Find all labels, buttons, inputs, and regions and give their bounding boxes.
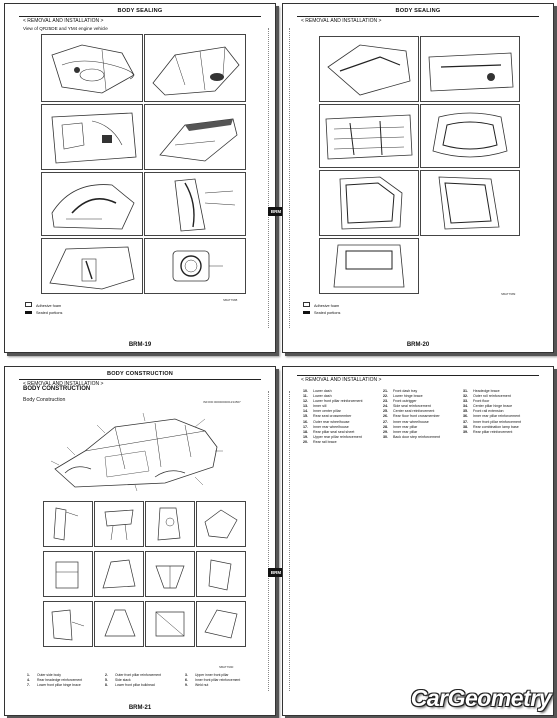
part-number: 13.: [303, 404, 308, 409]
part-label: Lower dash: [313, 389, 332, 393]
part-label: Inner sill: [313, 404, 327, 409]
sealer-swatch-icon: [303, 311, 310, 314]
notes-col-1: [27, 673, 91, 688]
figure-cell-a: [319, 36, 419, 102]
section-detail-icon: [146, 552, 194, 596]
note-label: Lower front pillar hinge brace: [37, 683, 81, 687]
floor-panel-illustration: [42, 105, 142, 169]
part-number: 24.: [383, 404, 388, 409]
part-label: Outer roll reinforcement: [473, 394, 511, 399]
figure-cell-b: [420, 36, 520, 102]
part-number: 28.: [383, 424, 388, 429]
part-number: 19.: [303, 434, 308, 439]
part-number: 23.: [383, 399, 388, 404]
figure-cell-e: [319, 170, 419, 236]
part-label: Rear pillar seal seal sheet: [313, 429, 355, 434]
part-label: Lower dash: [313, 394, 332, 399]
part-number: 31.: [463, 389, 468, 393]
page-edge-marks: [289, 28, 292, 328]
engine-bay-illustration: [42, 35, 142, 101]
legend-item: [25, 302, 62, 308]
wheelhouse-illustration: [42, 173, 142, 235]
page-header: BODY CONSTRUCTION: [106, 371, 174, 377]
note-label: Outer front pillar reinforcement: [115, 673, 161, 677]
manual-page-brm-21: [4, 366, 282, 716]
figure-cell-g: [41, 238, 143, 294]
figure-caption: View of QR25DE and YM4 engine vehicle: [23, 26, 108, 31]
part-number: 34.: [463, 404, 468, 409]
foam-swatch-icon: [25, 302, 32, 307]
parts-col-2: [383, 389, 459, 440]
foam-swatch-icon: [303, 302, 310, 307]
pillar-illustration: [145, 173, 245, 235]
part-number: 26.: [383, 414, 388, 419]
note-label: Upper inner front pillar: [195, 673, 229, 677]
part-number: 14.: [303, 409, 308, 414]
part-label: Inner rear wheelhouse: [313, 424, 349, 429]
part-label: Center seal reinforcement: [393, 409, 435, 414]
part-label: Outer rear wheelhouse: [313, 419, 350, 424]
figure-section: [94, 601, 144, 647]
manual-page-brm-20: [282, 3, 554, 353]
body-shell-illustration: [45, 407, 225, 491]
part-label: Side seal reinforcement: [393, 404, 431, 409]
part-label: Inner rear pillar: [393, 429, 418, 434]
note-number: 4.: [27, 678, 30, 682]
parts-col-3: [463, 389, 537, 435]
front-door-illustration: [320, 171, 418, 235]
note-label: Outer side body: [37, 673, 61, 677]
part-number: 20.: [303, 439, 308, 444]
figure-cell-d: [144, 104, 246, 170]
header-rule: [19, 16, 261, 17]
part-number: 39.: [463, 429, 468, 434]
part-label: Inner rear pillar: [393, 424, 418, 429]
notes-col-2: [105, 673, 179, 688]
page-edge-marks: [266, 391, 269, 691]
part-label: Back door step reinforcement: [393, 434, 440, 439]
note-number: 2.: [105, 673, 108, 677]
breadcrumb: < REMOVAL AND INSTALLATION >: [301, 18, 382, 24]
legend-label: Sealed portions: [36, 311, 63, 315]
note-label: Rear headedge reinforcement: [37, 678, 83, 682]
section-detail-icon: [146, 502, 194, 546]
part-number: 36.: [463, 414, 468, 419]
back-door-illustration: [320, 239, 418, 293]
figure-section: [43, 601, 93, 647]
section-tab[interactable]: BRM: [268, 568, 284, 577]
part-label: Inner front pillar reinforcement: [473, 419, 521, 424]
section-detail-icon: [44, 502, 92, 546]
page-edge-marks: [266, 28, 269, 328]
page-header: BODY SEALING: [117, 8, 163, 14]
part-number: 16.: [303, 419, 308, 424]
note-item: [27, 683, 91, 688]
figure-code: SBAT7988: [223, 298, 238, 302]
header-rule: [19, 379, 261, 380]
rear-door-illustration: [421, 171, 519, 235]
cowl-illustration: [421, 37, 519, 101]
note-number: 3.: [185, 673, 188, 677]
breadcrumb: < REMOVAL AND INSTALLATION >: [301, 377, 382, 383]
legend-item: [303, 311, 340, 315]
section-detail-icon: [197, 552, 245, 596]
part-label: Inner rear pillar reinforcement: [473, 414, 521, 419]
figure-section: [145, 551, 195, 597]
part-label: Front dash tray: [393, 389, 418, 393]
part-number: 29.: [383, 429, 388, 434]
figure-section: [94, 501, 144, 547]
figure-section: [196, 501, 246, 547]
part-item: [383, 435, 459, 440]
note-label: Side stack: [115, 678, 131, 682]
header-rule: [297, 375, 539, 376]
part-number: 22.: [383, 394, 388, 399]
part-label: Rear combination lamp base: [473, 424, 519, 429]
dash-panel-illustration: [145, 35, 245, 101]
rear-panel-illustration: [42, 239, 142, 293]
note-label: Lower front pillar bulkhead: [115, 683, 155, 687]
figure-cell-d: [420, 104, 520, 168]
part-number: 33.: [463, 399, 468, 404]
figure-code: SBAT7989: [501, 292, 516, 296]
figure-cell-c: [319, 104, 419, 168]
legend-label: Sealed portions: [314, 311, 341, 315]
section-tab[interactable]: BRM: [268, 207, 284, 216]
note-number: 1.: [27, 673, 30, 677]
part-label: Rear rail brace: [313, 439, 337, 444]
legend-item: [25, 311, 62, 315]
notes-col-3: [185, 673, 263, 688]
cargeometry-watermark-logo: CarGeometry: [410, 685, 551, 711]
legend-item: [303, 302, 340, 308]
part-number: 12.: [303, 399, 308, 404]
page-number: BRM-20: [406, 342, 430, 348]
part-label: Lower hinge brace: [393, 394, 423, 399]
part-label: Center pillar hinge brace: [473, 404, 513, 409]
part-label: Front floor: [473, 399, 490, 404]
part-number: 15.: [303, 414, 308, 419]
figure-cell-a: [41, 34, 143, 102]
note-number: 5.: [105, 678, 108, 682]
part-number: 21.: [383, 389, 388, 393]
note-number: 9.: [185, 683, 188, 687]
roof-illustration: [145, 105, 245, 169]
page-number: BRM-21: [128, 705, 152, 711]
note-label: Weld nut: [195, 683, 209, 687]
breadcrumb: < REMOVAL AND INSTALLATION >: [23, 18, 104, 24]
note-number: 8.: [105, 683, 108, 687]
part-label: Rear pillar reinforcement: [473, 429, 513, 434]
part-item: [463, 430, 537, 435]
page-number: BRM-19: [128, 342, 152, 348]
sealer-swatch-icon: [25, 311, 32, 314]
part-number: 35.: [463, 409, 468, 414]
part-number: 17.: [303, 424, 308, 429]
page-edge-marks: [289, 391, 292, 691]
legend-label: Adhesive foam: [314, 304, 340, 308]
part-label: Inner center pillar: [313, 409, 341, 414]
section-title: BODY CONSTRUCTION: [23, 386, 91, 392]
part-label: Front outrigger: [393, 399, 417, 404]
figure-section: [196, 551, 246, 597]
figure-section: [145, 601, 195, 647]
hood-panel-illustration: [421, 105, 519, 167]
part-number: 18.: [303, 429, 308, 434]
part-label: Upper rear pillar reinforcement: [313, 434, 362, 439]
part-number: 10.: [303, 389, 308, 393]
legend: [303, 302, 340, 318]
figure-cell-f: [144, 172, 246, 236]
figure-section: [145, 501, 195, 547]
note-number: 6.: [185, 678, 188, 682]
fuel-lid-illustration: [145, 239, 245, 293]
part-label: Headedge brace: [473, 389, 500, 393]
part-label: Rear floor front crossmember: [393, 414, 440, 419]
parts-col-1: [303, 389, 379, 445]
section-detail-icon: [95, 602, 143, 646]
figure-cell-c: [41, 104, 143, 170]
section-detail-icon: [95, 502, 143, 546]
note-label: Inner front pillar reinforcement: [195, 678, 241, 682]
note-item: [105, 683, 179, 688]
figure-section: [94, 551, 144, 597]
part-label: Inner rear wheelhouse: [393, 419, 429, 424]
part-number: 37.: [463, 419, 468, 424]
legend-label: Adhesive foam: [36, 304, 62, 308]
breadcrumb: < REMOVAL AND INSTALLATION >: [23, 381, 104, 387]
figure-code: SBAT7990: [219, 665, 234, 669]
manual-page-brm-22: [282, 366, 554, 716]
figure-section: [43, 501, 93, 547]
figure-cell-h: [144, 238, 246, 294]
figure-cell-f: [420, 170, 520, 236]
part-item: [303, 440, 379, 445]
section-detail-icon: [44, 602, 92, 646]
part-label: Front rail extension: [473, 409, 504, 414]
info-id: INFOID:0000000001234567: [203, 400, 241, 404]
section-detail-icon: [44, 552, 92, 596]
section-detail-icon: [197, 502, 245, 546]
part-number: 38.: [463, 424, 468, 429]
part-number: 32.: [463, 394, 468, 399]
part-number: 27.: [383, 419, 388, 424]
part-number: 25.: [383, 409, 388, 414]
figure-section: [196, 601, 246, 647]
part-number: 11.: [303, 394, 308, 399]
header-rule: [297, 16, 539, 17]
part-label: Rear seat crossmember: [313, 414, 352, 419]
figure-section: [43, 551, 93, 597]
part-label: Lower front pillar reinforcement: [313, 399, 363, 404]
legend: [25, 302, 62, 318]
section-detail-icon: [146, 602, 194, 646]
part-number: 30.: [383, 434, 388, 439]
note-item: [185, 683, 263, 688]
subsection-title: Body Construction: [23, 397, 66, 403]
section-detail-icon: [197, 602, 245, 646]
figure-cell-b: [144, 34, 246, 102]
page-header: BODY SEALING: [395, 8, 441, 14]
note-number: 7.: [27, 683, 30, 687]
figure-cell-g: [319, 238, 419, 294]
front-hood-ledge-illustration: [320, 37, 418, 101]
figure-cell-e: [41, 172, 143, 236]
underbody-illustration: [320, 105, 418, 167]
section-detail-icon: [95, 552, 143, 596]
manual-page-brm-19: [4, 3, 282, 353]
